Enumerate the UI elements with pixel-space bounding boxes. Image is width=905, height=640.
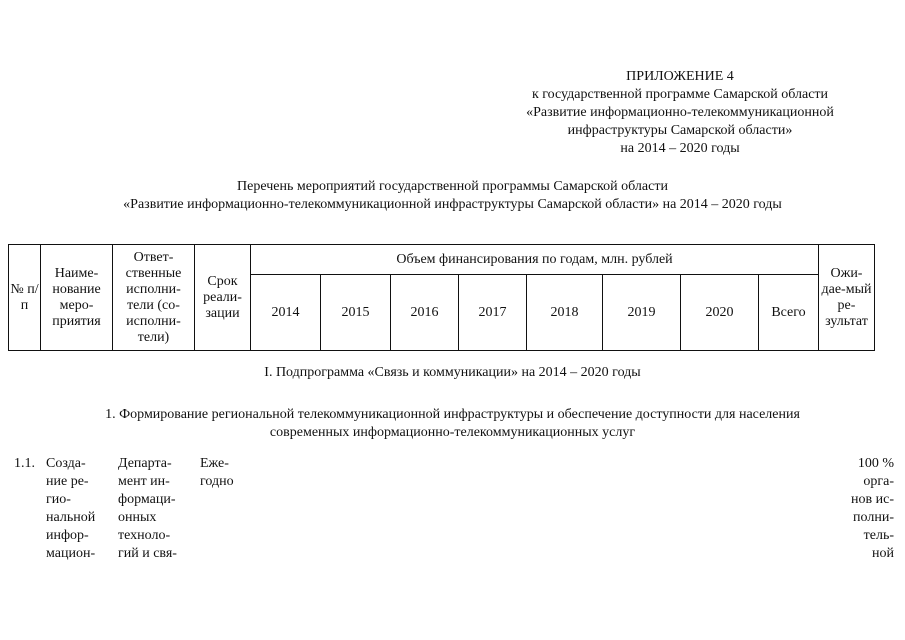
section-title-line: 1. Формирование региональной телекоммуникационной инфраструктуры и обеспечение доступности для населения bbox=[105, 407, 800, 422]
year-header: 2017 bbox=[459, 275, 527, 351]
year-header: 2015 bbox=[321, 275, 391, 351]
appendix-line: к государственной программе Самарской области bbox=[531, 87, 829, 102]
appendix-line: на 2014 – 2020 годы bbox=[620, 141, 740, 156]
section-title-line: современных информационно-телекоммуникационных услуг bbox=[269, 425, 636, 440]
measures-table-header bbox=[8, 244, 875, 351]
appendix-line: «Развитие информационно-телекоммуникационной bbox=[526, 105, 834, 120]
col-name-header: Наиме-нование меро-приятия bbox=[41, 245, 113, 351]
section-title bbox=[0, 406, 905, 442]
col-executors-header: Ответ-ственные исполни-тели (со-исполни-тели) bbox=[113, 245, 195, 351]
row-term: Еже- годно bbox=[200, 456, 234, 489]
year-header: 2018 bbox=[527, 275, 603, 351]
year-header: 2014 bbox=[251, 275, 321, 351]
total-header: Всего bbox=[759, 275, 819, 351]
year-header: 2019 bbox=[603, 275, 681, 351]
row-result: 100 % орга- нов ис- полни- тель- ной bbox=[851, 456, 894, 561]
row-executor: Департа- мент ин- формаци- онных техноло- гий и свя- bbox=[118, 456, 177, 561]
document-title-line: «Развитие информационно-телекоммуникационной инфраструктуры Самарской области» на 2014 – 2020 годы bbox=[123, 197, 782, 212]
col-number-header: № п/п bbox=[9, 245, 41, 351]
year-header: 2016 bbox=[391, 275, 459, 351]
appendix-header bbox=[480, 68, 880, 158]
subprogram-title: I. Подпрограмма «Связь и коммуникации» на 2014 – 2020 годы bbox=[264, 365, 641, 380]
col-term-header: Срок реали-зации bbox=[195, 245, 251, 351]
row-number: 1.1. bbox=[14, 456, 35, 471]
document-title-line: Перечень мероприятий государственной программы Самарской области bbox=[237, 179, 668, 194]
document-title bbox=[0, 178, 905, 214]
row-name: Созда- ние ре- гио- нальной инфор- мацион- bbox=[46, 456, 96, 561]
col-funding-header: Объем финансирования по годам, млн. рублей bbox=[251, 245, 819, 275]
year-header: 2020 bbox=[681, 275, 759, 351]
appendix-title: ПРИЛОЖЕНИЕ 4 bbox=[626, 69, 734, 84]
col-result-header: Ожи-дае-мый ре-зультат bbox=[819, 245, 875, 351]
appendix-line: инфраструктуры Самарской области» bbox=[567, 123, 793, 138]
